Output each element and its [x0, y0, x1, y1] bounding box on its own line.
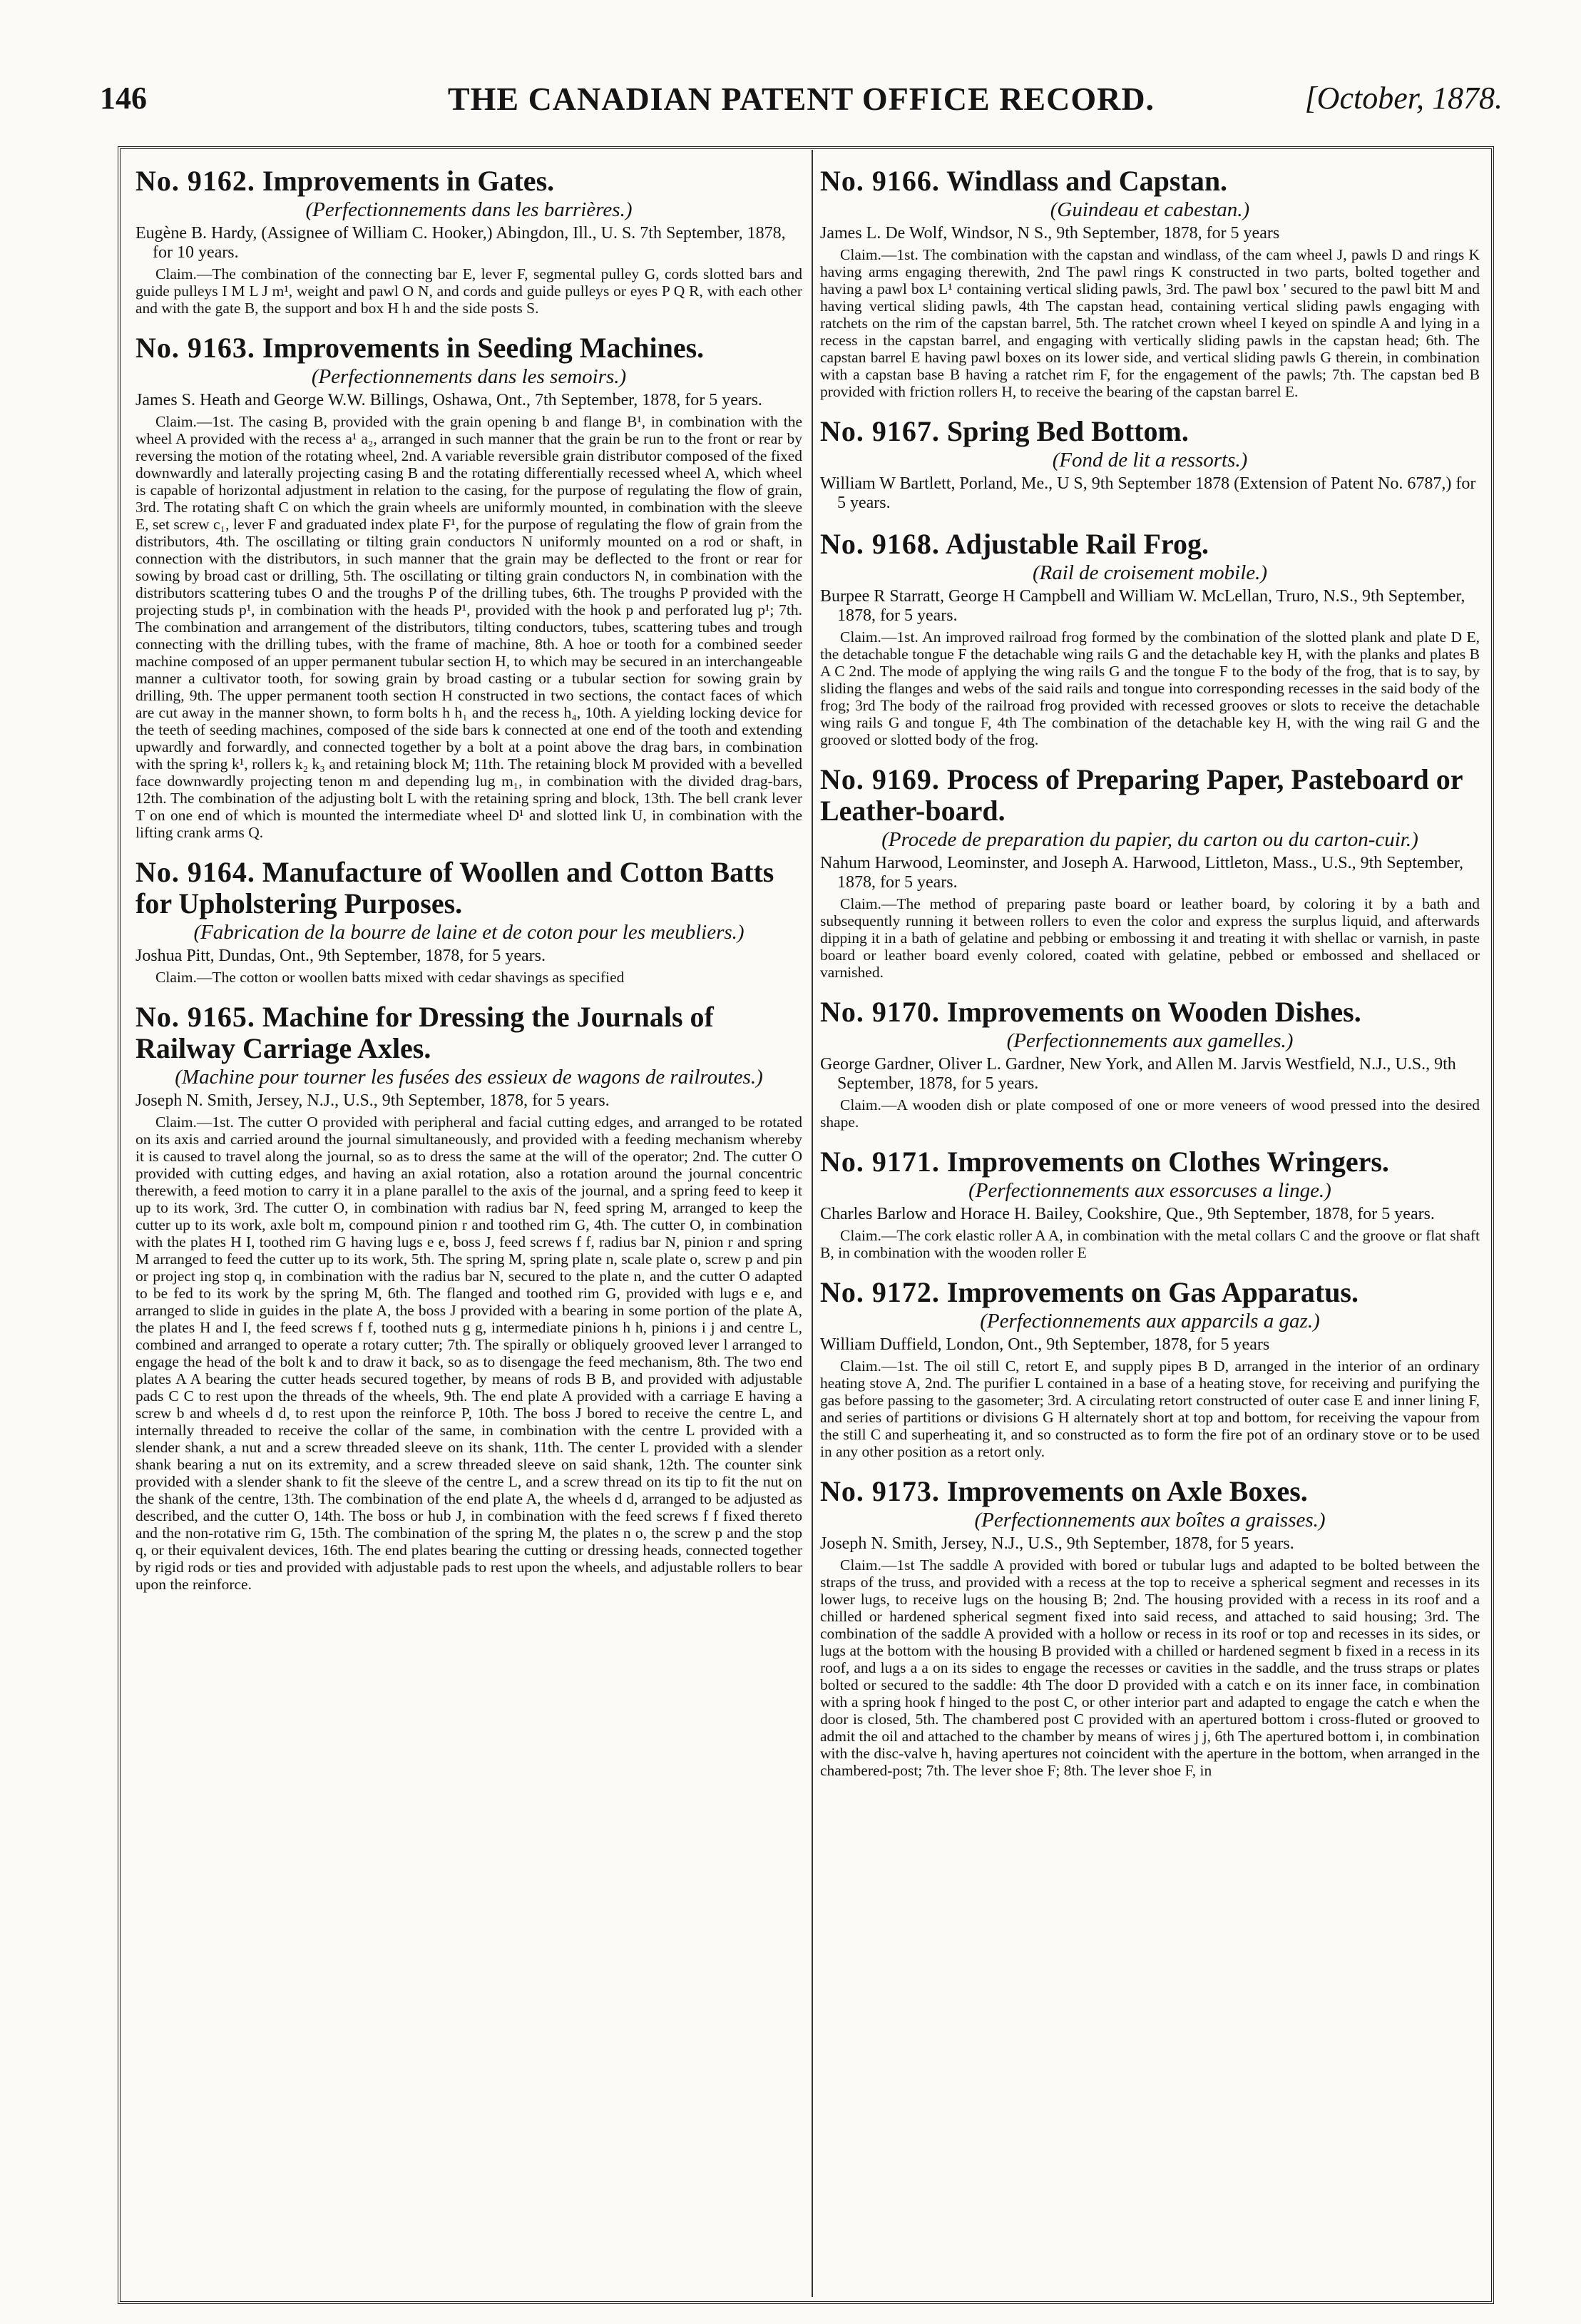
grantee-line: George Gardner, Oliver L. Gardner, New York, and Allen M. Jarvis Westfield, N.J., U.S., 9th September, 1878, for 5 years.	[820, 1055, 1456, 1093]
french-title: (Perfectionnements aux essorcuses a linge.)	[968, 1179, 1331, 1202]
claim-text: Claim.—1st. An improved railroad frog formed by the combination of the slotted plank and plate D E, the detachable tongue F the detachable wing rails G and the detachable key H, with the planks and plates B A C 2nd. The mode of applying the wing rails G and the tongue F to the body of the frog, that is to say, by sliding the flanges and webs of the said rails and tongue into corresponding recesses in the said body of the frog; 3rd The body of the railroad frog provided with recessed grooves or slots to receive the detachable wing rails G and tongue F, 4th The combination of the detachable key H, with the wing rail G and the grooved or slotted body of the frog.	[820, 628, 1480, 748]
patent-title: Windlass and Capstan.	[946, 165, 1228, 197]
patent-heading	[135, 332, 802, 364]
claim-text: Claim.—The method of preparing paste board or leather board, by coloring it by a bath and subsequently running it between rollers to even the color and express the surplus liquid, and afterwards dipping it in a bath of gelatine and pebbing or embossing it and treating it with shellac or varnish, in paste board or leather board evenly colored, coated with gelatine, pebbed or embossed and shellaced or varnished.	[820, 895, 1480, 981]
french-title: (Perfectionnements aux gamelles.)	[1006, 1029, 1294, 1052]
patent-entry-9171	[820, 1146, 1480, 1261]
patent-title: Process of Preparing Paper, Pasteboard or Leather-board.	[820, 763, 1463, 827]
patent-entry-9169	[820, 764, 1480, 981]
grantee-line: Nahum Harwood, Leominster, and Joseph A. Harwood, Littleton, Mass., U.S., 9th September, 1878, for 5 years.	[820, 854, 1463, 892]
french-title: (Procede de preparation du papier, du carton ou du carton-cuir.)	[881, 828, 1418, 851]
patent-number: No. 9168.	[820, 528, 940, 560]
patent-heading	[135, 165, 802, 197]
patent-title: Adjustable Rail Frog.	[945, 528, 1209, 560]
claim-text: Claim.—1st. The casing B, provided with the grain opening b and flange B¹, in combination with the wheel A provided with the recess a¹ a₂, arranged in such manner that the grain be run to the front or rear by reversing the motion of the rotating wheel, 2nd. A variable reversible grain distributor composed of the fixed downwardly and laterally projecting casing B and the rotating differentially recessed wheel A, which wheel is capable of horizontal adjustment in relation to the casing, for the purpose of regulating the flow of grain, 3rd. The rotating shaft C on which the grain wheels are uniformly mounted, in combination with the sleeve E, set screw c₁, lever F and graduated index plate F¹, for the purpose of regulating the flow of grain from the distributors, 4th. The oscillating or tilting grain conductors N uniformly mounted on a rod or shaft, in connection with the distributors, in such manner that the grain may be deflected to the front or rear for sowing by broad cast or drilling, 5th. The oscillating or tilting grain conductors N, in combination with the distributors scattering tubes O and the troughs P of the drilling tubes, 6th. The troughs P provided with the projecting studs p¹, in combination with the heads P¹, provided with the hook p and perforated lug p¹; 7th. The combination and arrangement of the distributors, tilting conductors, tubes, scattering tubes and trough connecting with the drilling tubes, with the frame of machine, 8th. A hoe or tooth for a combined seeder machine composed of an upper permanent tubular section H, to which may be secured in an interchangeable manner a cultivator tooth, for sowing grain by broad casting or a tubular section for sowing grain by drilling, 9th. The upper permanent tooth section H constructed in two sections, the contact faces of which are cut away in the manner shown, to form bolts h h₁ and the recess h₄, 10th. A yielding locking device for the teeth of seeding machines, composed of the side bars k connected at one end of the tooth and extending upwardly and forwardly, and connected together by a bolt at a point above the drag bars, in combination with the spring k¹, rollers k₂ k₃ and retaining block M; 11th. The retaining block M provided with a bevelled face downwardly projecting tenon m and depending lug m₁, in combination with the divided drag-bars, 12th. The combination of the adjusting bolt L with the retaining spring and block, 13th. The bell crank lever T on one end of which is mounted the intermediate wheel D¹ and slotted link U, in combination with the lifting crank arms Q.	[135, 413, 802, 841]
claim-text: Claim.—The cotton or woollen batts mixed with cedar shavings as specified	[155, 969, 625, 986]
claim-text: Claim.—1st. The combination with the capstan and windlass, of the cam wheel J, pawls D and rings K having arms engaging therewith, 2nd The pawl rings K constructed in two parts, bolted together and having a pawl box L¹ containing vertical sliding pawls, 3rd. The pawl box ' secured to the pawl bitt M and having vertical sliding pawls, 4th The capstan head, containing vertical sliding pawls engaging with ratchets on the rim of the capstan barrel, 5th. The ratchet crown wheel I keyed on spindle A and lying in a recess in the capstan barrel, and engaging with vertically sliding pawls in the capstan head; 6th. The capstan barrel E having pawl boxes on its lower side, and vertical sliding pawls G therein, in combination with a capstan base B having a ratchet rim F, for the engagement of the pawls; 7th. The capstan bed B provided with friction rollers H, to receive the bearing of the capstan barrel E.	[820, 246, 1480, 400]
right-column	[820, 165, 1480, 2284]
patent-entry-9165	[135, 1002, 802, 1593]
patent-title: Spring Bed Bottom.	[946, 415, 1189, 447]
patent-heading	[135, 1002, 802, 1064]
grantee-line: Burpee R Starratt, George H Campbell and William W. McLellan, Truro, N.S., 9th September, 1878, for 5 years.	[820, 587, 1465, 625]
page-number: 146	[100, 81, 147, 116]
claim-text: Claim.—1st The saddle A provided with bored or tubular lugs and adapted to be bolted between the straps of the truss, and provided with a recess at the top to receive a spherical segment and recesses in its lower lugs, to receive lugs on the housing B; 2nd. The housing provided with a recess in its roof and a chilled or hardened spherical segment fixed into said recess, and attached to said housing; 3rd. The combination of the saddle A provided with a hollow or recess in its roof or top and recesses in its sides, or lugs at the bottom with the housing B provided with a chilled or hardened segment b fixed in a recess in its roof, and lugs a a on its sides to engage the recesses or cavities in the saddle, and the truss straps or plates bolted or secured to the saddle: 4th The door D provided with a catch e on its inner face, in combination with a spring hook f hinged to the post C, or other interior part and adapted to engage the catch e when the door is closed, 5th. The chambered post C provided with an apertured bottom i cross-fluted or grooved to admit the oil and attached to the chamber by means of wires j j, 6th The apertured bottom i, in combination with the disc-valve h, having apertures not coincident with the aperture in the bottom, when arranged in the chambered-post; 7th. The lever shoe F; 8th. The lever shoe F, in	[820, 1556, 1480, 1779]
claim-text: Claim.—The combination of the connecting bar E, lever F, segmental pulley G, cords slotted bars and guide pulleys I M L J m¹, weight and pawl O N, and cords and guide pulleys or eyes P Q R, with each other and with the gate B, the support and box H h and the side posts S.	[135, 265, 802, 317]
patent-title: Improvements on Gas Apparatus.	[946, 1276, 1359, 1308]
claim-text: Claim.—A wooden dish or plate composed of one or more veneers of wood pressed into the desired shape.	[820, 1096, 1480, 1131]
patent-title: Improvements on Clothes Wringers.	[946, 1146, 1389, 1178]
patent-number: No. 9171.	[820, 1146, 940, 1178]
patent-entry-9164	[135, 857, 802, 986]
patent-number: No. 9162.	[135, 165, 255, 197]
patent-number: No. 9173.	[820, 1475, 940, 1507]
patent-number: No. 9170.	[820, 996, 940, 1028]
french-title: (Perfectionnements dans les barrières.)	[305, 198, 633, 221]
french-title: (Rail de croisement mobile.)	[1032, 561, 1268, 584]
patent-entry-9166	[820, 165, 1480, 400]
column-rule	[812, 150, 813, 2297]
patent-title: Improvements on Wooden Dishes.	[946, 996, 1361, 1028]
patent-entry-9162	[135, 165, 802, 317]
french-title: (Perfectionnements aux apparcils a gaz.)	[980, 1310, 1320, 1332]
claim-text: Claim.—1st. The cutter O provided with peripheral and facial cutting edges, and arranged to be rotated on its axis and carried around the journal simultaneously, and provided with a feeding mechanism whereby it is caused to travel along the journal, so as to dress the same at the will of the operator; 2nd. The cutter O provided with cutting edges, and having an axial rotation, also a rotation around the journal concentric therewith, a feed motion to carry it in a plane parallel to the axis of the journal, and a spring feed to keep it up to its work, 3rd. The cutter O, in combination with radius bar N, feed spring M, arranged to keep the cutter up to its work, axle bolt m, compound pinion r and toothed rim G, 4th. The cutter O, in combination with the plates H I, toothed rim G having lugs e e, boss J, feed screws f f, radius bar N, pinion r and spring M arranged to feed the cutter up to its work, 5th. The spring M, spring plate n, scale plate o, screw p and pin or project ing stop q, in combination with the radius bar N, secured to the plate n, and the cutter O adapted to be fed to its work by the spring M, 6th. The flanged and toothed rim G, provided with lugs e e, and arranged to slide in guides in the plate A, the boss J provided with a bearing in some portion of the plate A, the plates H and I, the feed screws f f, toothed nuts g g, intermediate pinions h h, pinions i j and centre L, combined and arranged to operate a rotary cutter; 7th. The spirally or obliquely grooved lever l arranged to engage the head of the bolt k and to draw it back, so as to disengage the feed mechanism, 8th. The two end plates A A bearing the cutter heads secured together, by means of rods B B, and provided with adjustable pads C C to rest upon the threads of the wheels, 9th. The end plate A provided with a carriage E having a screw b and wheels d d, to rest upon the reinforce P, 10th. The boss J bored to receive the centre L, and internally threaded to receive the collar of the same, in combination with the centre L provided with a slender shank, a nut and a screw threaded sleeve on its shank, 11th. The center L provided with a slender shank bearing a nut on its extremity, and a screw threaded sleeve on said shank, 12th. The counter sink provided with a slender shank to fit the sleeve of the centre L, and a screw thread on its tip to fit the nut on the shank of the centre, 13th. The combination of the end plate A, the wheels d d, arranged to be adjusted as described, and the cutter O, 14th. The boss or hub J, in combination with the feed screws f f fixed thereto and the non-rotative rim G, 15th. The combination of the spring M, the plates n o, the screw p and the stop q, or their equivalent devices, 16th. The end plates bearing the cutting or dressing heads, connected together by rigid rods or ties and provided with adjustable pads to rest upon the wheels, and adjustable rollers to bear upon the reinforce.	[135, 1113, 802, 1593]
patent-entry-9168	[820, 529, 1480, 748]
french-title: (Fond de lit a ressorts.)	[1052, 449, 1248, 472]
patent-title: Improvements on Axle Boxes.	[946, 1475, 1308, 1507]
issue-date: [October, 1878.	[1304, 81, 1503, 116]
french-title: (Guindeau et cabestan.)	[1050, 198, 1250, 221]
patent-number: No. 9164.	[135, 856, 255, 888]
grantee-line: James S. Heath and George W.W. Billings, Oshawa, Ont., 7th September, 1878, for 5 years.	[135, 391, 762, 409]
patent-title: Improvements in Gates.	[262, 165, 555, 197]
grantee-line: Eugène B. Hardy, (Assignee of William C. Hooker,) Abingdon, Ill., U. S. 7th September, 1878, for 10 years.	[135, 224, 786, 262]
claim-text: Claim.—The cork elastic roller A A, in combination with the metal collars C and the groove or flat shaft B, in combination with the wooden roller E	[820, 1227, 1480, 1261]
patent-number: No. 9169.	[820, 763, 940, 795]
patent-number: No. 9167.	[820, 415, 940, 447]
grantee-line: Charles Barlow and Horace H. Bailey, Cookshire, Que., 9th September, 1878, for 5 years.	[820, 1205, 1435, 1223]
patent-number: No. 9165.	[135, 1001, 255, 1033]
patent-heading	[820, 764, 1480, 827]
patent-entry-9172	[820, 1277, 1480, 1460]
patent-entry-9167	[820, 416, 1480, 513]
patent-heading	[820, 1277, 1480, 1308]
patent-number: No. 9163.	[135, 332, 255, 364]
patent-heading	[820, 1476, 1480, 1507]
running-head	[100, 80, 1503, 130]
patent-entry-9163	[135, 332, 802, 841]
grantee-line: William W Bartlett, Porland, Me., U S, 9th September 1878 (Extension of Patent No. 6787,) for 5 years.	[820, 474, 1476, 512]
grantee-line: William Duffield, London, Ont., 9th September, 1878, for 5 years	[820, 1335, 1270, 1354]
patent-heading	[820, 997, 1480, 1028]
patent-title: Machine for Dressing the Journals of Railway Carriage Axles.	[135, 1001, 714, 1064]
patent-entry-9173	[820, 1476, 1480, 1779]
patent-heading	[820, 165, 1480, 197]
patent-heading	[820, 1146, 1480, 1178]
patent-heading	[820, 416, 1480, 447]
french-title: (Fabrication de la bourre de laine et de coton pour les meubliers.)	[193, 921, 745, 944]
french-title: (Machine pour tourner les fusées des essieux de wagons de railroutes.)	[175, 1066, 763, 1089]
claim-text: Claim.—1st. The oil still C, retort E, and supply pipes B D, arranged in the interior of an ordinary heating stove A, 2nd. The purifier L contained in a base of a heating stove, for receiving and purifying the gas before passing to the gasometer; 3rd. A circulating retort constructed of outer case E and inner lining F, and series of partitions or divisions G H alternately short at top and bottom, for receiving the vapour from the still C and superheating it, and so constructed as to form the fire pot of an ordinary stove or to be used in any other position as a retort only.	[820, 1357, 1480, 1460]
patent-heading	[820, 529, 1480, 560]
left-column	[135, 165, 802, 2284]
grantee-line: James L. De Wolf, Windsor, N S., 9th September, 1878, for 5 years	[820, 224, 1280, 243]
grantee-line: Joshua Pitt, Dundas, Ont., 9th September, 1878, for 5 years.	[135, 947, 546, 965]
french-title: (Perfectionnements aux boîtes a graisses.)	[974, 1509, 1326, 1532]
patent-heading	[135, 857, 802, 919]
patent-number: No. 9166.	[820, 165, 940, 197]
patent-title: Manufacture of Woollen and Cotton Batts for Upholstering Purposes.	[135, 856, 774, 919]
french-title: (Perfectionnements dans les semoirs.)	[311, 365, 627, 388]
patent-entry-9170	[820, 997, 1480, 1131]
journal-title: THE CANADIAN PATENT OFFICE RECORD.	[447, 81, 1155, 117]
patent-title: Improvements in Seeding Machines.	[262, 332, 705, 364]
patent-number: No. 9172.	[820, 1276, 940, 1308]
grantee-line: Joseph N. Smith, Jersey, N.J., U.S., 9th September, 1878, for 5 years.	[135, 1091, 610, 1110]
grantee-line: Joseph N. Smith, Jersey, N.J., U.S., 9th September, 1878, for 5 years.	[820, 1534, 1294, 1553]
